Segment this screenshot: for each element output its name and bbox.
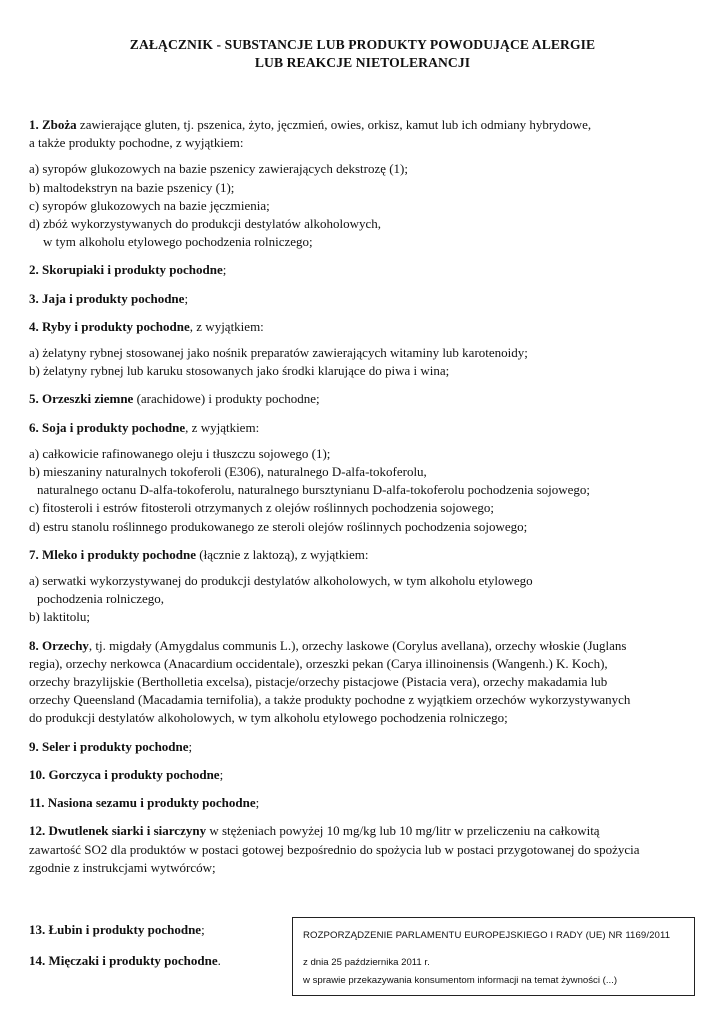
section-text: zawierające gluten, tj. pszenica, żyto, jęczmień, owies, orkisz, kamut lub ich odmiany hybrydowe, (76, 117, 592, 132)
section-title: Jaja i produkty pochodne (42, 290, 185, 306)
section-7-item-a: a) serwatki wykorzystywanej do produkcji destylatów alkoholowych, w tym alkoholu etylowego (29, 573, 533, 589)
section-number: 8. (29, 637, 39, 653)
section-text: w stężeniach powyżej 10 mg/kg lub 10 mg/litr w przeliczeniu na całkowitą (206, 823, 600, 839)
section-7-item-a-cont: pochodzenia rolniczego, (37, 591, 165, 607)
section-1-item-d-cont: w tym alkoholu etylowego pochodzenia rolniczego; (43, 234, 313, 250)
section-1-item-c: c) syropów glukozowych na bazie jęczmienia; (29, 197, 270, 213)
section-10-heading (29, 766, 699, 784)
section-8-line-3: orzechy brazylijskie (Bertholletia excelsa), pistacje/orzechy pistacjowe (Pistacia vera), orzechy makadamia lub (29, 674, 608, 690)
section-8-heading (29, 637, 699, 655)
section-7-heading (29, 546, 699, 564)
section-title: Seler i produkty pochodne (42, 738, 189, 754)
section-12-line-3: zgodnie z instrukcjami wytwórców; (29, 859, 216, 875)
section-text: ; (184, 290, 189, 306)
regulation-reference-box (292, 917, 695, 996)
section-1-item-a: a) syropów glukozowych na bazie pszenicy zawierających dekstrozę (1); (29, 161, 408, 177)
section-text: ; (201, 922, 205, 937)
section-text: (arachidowe) i produkty pochodne; (133, 391, 320, 407)
section-12-heading (29, 822, 699, 840)
regulation-subject: w sprawie przekazywania konsumentom informacji na temat żywności (...) (303, 975, 618, 986)
section-title: Zboża (42, 117, 77, 132)
section-4-heading (29, 318, 699, 336)
section-5-heading (29, 390, 699, 408)
title-line-2: LUB REAKCJE NIETOLERANCJI (254, 55, 471, 70)
section-6-item-c: c) fitosteroli i estrów fitosteroli otrzymanych z olejów roślinnych pochodzenia sojowego; (29, 500, 494, 516)
section-1-item-d: d) zbóż wykorzystywanych do produkcji destylatów alkoholowych, (29, 216, 382, 232)
section-number: 3. (29, 290, 39, 306)
allergen-list (29, 116, 699, 877)
section-number: 12. (29, 823, 46, 839)
section-8-line-4: orzechy Queensland (Macadamia ternifolia), a także produkty pochodne z wyjątkiem orzechów wykorzystywanych (29, 692, 631, 708)
section-4-item-b: b) żelatyny rybnej lub karuku stosowanych jako środki klarujące do piwa i wina; (29, 363, 450, 379)
section-number: 14. (29, 953, 46, 968)
section-text: , tj. migdały (Amygdalus communis L.), orzechy laskowe (Corylus avellana), orzechy włoskie (Juglans (88, 637, 627, 653)
section-number: 11. (29, 795, 45, 811)
section-8-line-5: do produkcji destylatów alkoholowych, w tym alkoholu etylowego pochodzenia rolniczego; (29, 710, 508, 726)
section-6-item-b-cont: naturalnego octanu D-alfa-tokoferolu, naturalnego bursztynianu D-alfa-tokoferolu pochodzenia sojowego; (37, 482, 591, 498)
section-number: 1. (29, 117, 39, 132)
section-text: , z wyjątkiem: (189, 318, 264, 334)
section-title: Soja i produkty pochodne (42, 419, 186, 435)
section-7-item-b: b) laktitolu; (29, 609, 91, 625)
section-text: (łącznie z laktozą), z wyjątkiem: (196, 546, 369, 562)
section-title: Nasiona sezamu i produkty pochodne (47, 795, 256, 811)
section-title: Skorupiaki i produkty pochodne (42, 262, 223, 278)
section-1-line-2: a także produkty pochodne, z wyjątkiem: (29, 135, 244, 151)
section-title: Orzeszki ziemne (42, 391, 134, 407)
section-14-heading (29, 952, 221, 970)
regulation-date: z dnia 25 października 2011 r. (303, 957, 430, 968)
regulation-title: ROZPORZĄDZENIE PARLAMENTU EUROPEJSKIEGO I RADY (UE) NR 1169/2011 (303, 930, 671, 941)
section-3-heading (29, 290, 699, 308)
section-title: Orzechy (42, 637, 89, 653)
section-9-heading (29, 738, 699, 756)
section-8-line-2: regia), orzechy nerkowca (Anacardium occidentale), orzeszki pekan (Carya illinoinensis (Wangenh.) K. Koch), (29, 655, 608, 671)
section-number: 2. (29, 262, 39, 278)
section-1-heading (29, 116, 699, 134)
section-6-item-a: a) całkowicie rafinowanego oleju i tłuszczu sojowego (1); (29, 445, 331, 461)
section-13-heading (29, 921, 205, 939)
section-title: Ryby i produkty pochodne (42, 318, 190, 334)
section-number: 13. (29, 922, 46, 937)
section-11-heading (29, 794, 699, 812)
section-6-heading (29, 419, 699, 437)
section-text: ; (222, 262, 227, 278)
section-12-line-2: zawartość SO2 dla produktów w postaci gotowej bezpośrednio do spożycia lub w postaci przygotowanej do spożycia (29, 841, 640, 857)
section-title: Mleko i produkty pochodne (42, 546, 196, 562)
document-title (0, 36, 725, 72)
section-number: 6. (29, 419, 39, 435)
section-6-item-d: d) estru stanolu roślinnego produkowanego ze steroli olejów roślinnych pochodzenia sojowego; (29, 518, 528, 534)
section-title: Gorczyca i produkty pochodne (48, 766, 220, 782)
section-number: 9. (29, 738, 39, 754)
section-text: . (217, 953, 221, 968)
section-6-item-b: b) mieszaniny naturalnych tokoferoli (E306), naturalnego D-alfa-tokoferolu, (29, 464, 427, 480)
section-2-heading (29, 261, 699, 279)
section-number: 5. (29, 391, 39, 407)
section-text: ; (255, 795, 260, 811)
section-number: 10. (29, 766, 46, 782)
section-text: , z wyjątkiem: (185, 419, 260, 435)
section-number: 7. (29, 546, 39, 562)
section-number: 4. (29, 318, 39, 334)
section-title: Dwutlenek siarki i siarczyny (48, 823, 207, 839)
section-title: Mięczaki i produkty pochodne (48, 953, 218, 968)
title-line-1: ZAŁĄCZNIK - SUBSTANCJE LUB PRODUKTY POWODUJĄCE ALERGIE (129, 37, 596, 52)
section-1-item-b: b) maltodekstryn na bazie pszenicy (1); (29, 179, 235, 195)
section-text: ; (219, 766, 224, 782)
section-4-item-a: a) żelatyny rybnej stosowanej jako nośnik preparatów zawierających witaminy lub karotenoidy; (29, 345, 528, 361)
section-text: ; (188, 738, 193, 754)
section-title: Łubin i produkty pochodne (48, 922, 202, 937)
